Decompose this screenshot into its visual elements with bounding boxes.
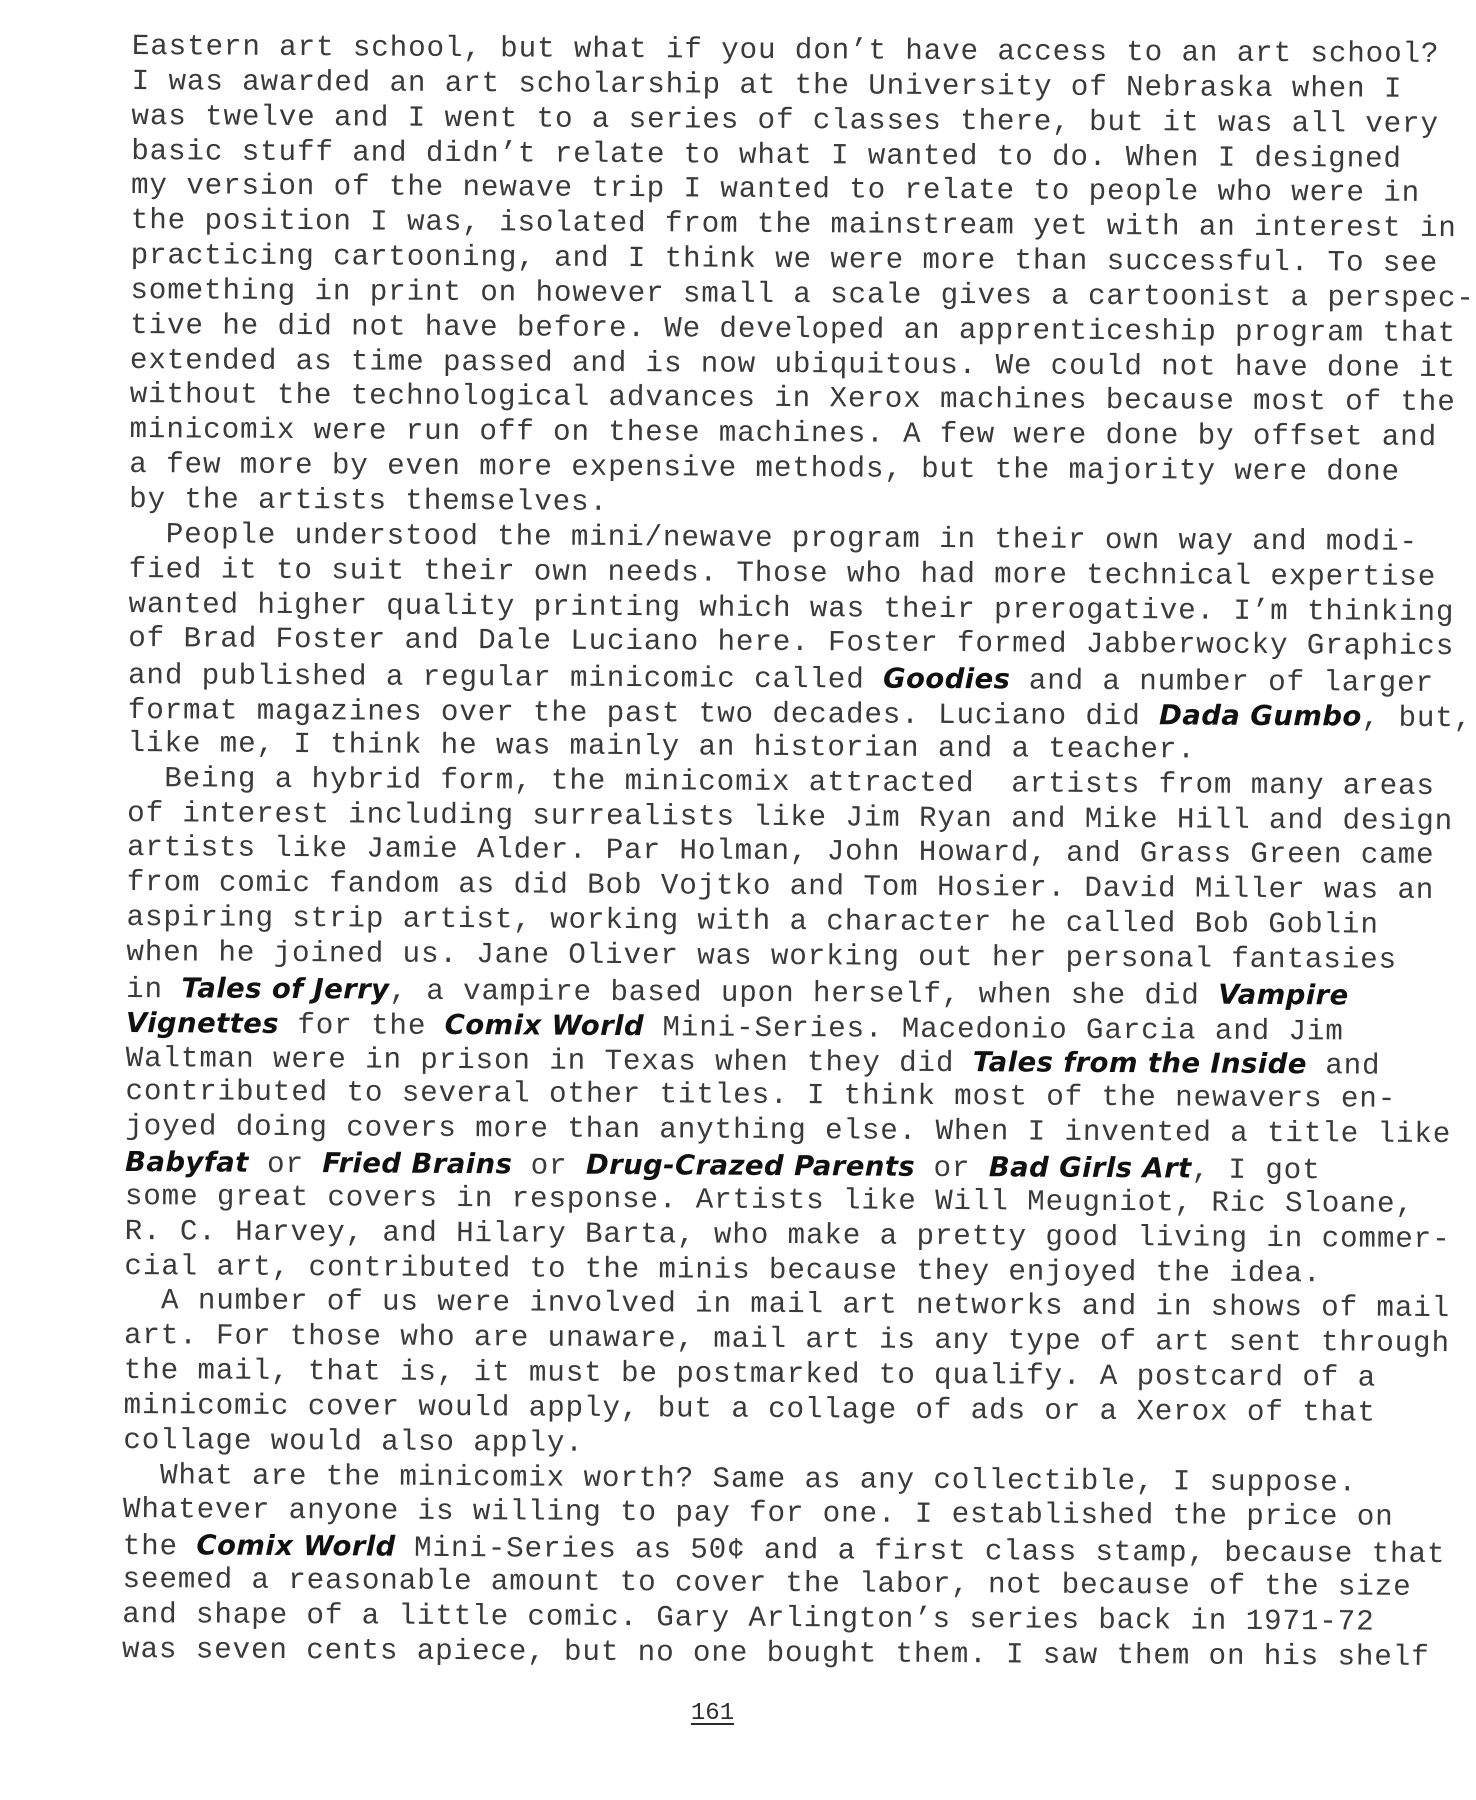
page-number-value: 161	[690, 1700, 735, 1727]
text-run: minicomic cover would apply, but a collage of ads or a Xerox of that	[123, 1388, 1376, 1430]
text-run: R. C. Harvey, and Hilary Barta, who make a pretty good living in commer-	[124, 1214, 1451, 1256]
title-reference: Dada Gumbo	[1159, 699, 1362, 733]
text-run: or	[248, 1147, 323, 1182]
text-run: tive he did not have before. We developed an apprenticeship program that	[130, 308, 1457, 350]
text-run: practicing cartooning, and I think we were more than successful. To see	[130, 239, 1439, 281]
text-run: , but,	[1361, 701, 1473, 736]
text-run: was seven cents apiece, but no one bought them. I saw them on his shelf	[122, 1632, 1430, 1674]
text-run: Mini-Series. Macedonio Garcia and Jim	[643, 1010, 1344, 1049]
title-reference: Tales of Jerry	[181, 972, 390, 1006]
text-run: and shape of a little comic. Gary Arlington’s series back in 1971-72	[122, 1597, 1375, 1639]
title-reference: Vignettes	[125, 1006, 280, 1040]
text-run: without the technological advances in Xerox machines because most of the	[129, 378, 1456, 420]
text-run: or	[512, 1149, 587, 1183]
text-run: when he joined us. Jane Oliver was working out her personal fantasies	[126, 935, 1398, 977]
title-reference: Comix World	[196, 1529, 396, 1563]
text-run: from comic fandom as did Bob Vojtko and Tom Hosier. David Miller was an	[126, 866, 1435, 908]
text-run: something in print on however small a scale gives a cartoonist a perspec-	[130, 273, 1475, 316]
text-run: the mail, that is, it must be postmarked to qualify. A postcard of a	[123, 1354, 1377, 1395]
text-run: extended as time passed and is now ubiquitous. We could not have done it	[129, 343, 1456, 385]
text-run: Mini-Series as 50¢ and a first class stamp, because that	[395, 1531, 1446, 1572]
text-run: A number of us were involved in mail art networks and in shows of mail	[124, 1284, 1451, 1326]
text-run: for the	[278, 1008, 445, 1043]
text-run: like me, I think he was mainly an historian and a teacher.	[127, 726, 1196, 767]
text-run: some great covers in response. Artists like Will Meugniot, Ric Sloane,	[124, 1179, 1415, 1221]
title-reference: Babyfat	[124, 1145, 249, 1179]
text-run: the position I was, isolated from the mainstream yet with an interest in	[130, 204, 1457, 246]
text-run: art. For those who are unaware, mail art is any type of art sent through	[123, 1319, 1451, 1361]
text-run: by the artists themselves.	[129, 482, 609, 519]
text-run: and	[1306, 1049, 1381, 1084]
text-run: contributed to several other titles. I think most of the newavers en-	[125, 1075, 1397, 1117]
title-reference: Vampire	[1218, 978, 1349, 1012]
text-run: of Brad Foster and Dale Luciano here. Foster formed Jabberwocky Graphics	[128, 622, 1455, 664]
text-run: What are the minicomix worth? Same as any collectible, I suppose.	[123, 1458, 1358, 1500]
text-run: basic stuff and didn’t relate to what I wanted to do. When I designed	[131, 134, 1403, 176]
text-run: and published a regular minicomic called	[127, 659, 884, 697]
text-run: cial art, contributed to the minis because they enjoyed the idea.	[124, 1249, 1322, 1290]
text-run: my version of the newave trip I wanted to relate to people who were in	[130, 169, 1421, 211]
text-run: in	[126, 972, 182, 1007]
text-run: , a vampire based upon herself, when she did	[389, 974, 1219, 1013]
text-run: wanted higher quality printing which was their prerogative. I’m thinking	[128, 587, 1455, 629]
title-reference: Drug-Crazed Parents	[585, 1148, 916, 1183]
text-run: Eastern art school, but what if you don’t have access to an art school?	[131, 30, 1440, 71]
text-run: the	[122, 1530, 197, 1564]
text-run: of interest including surrealists like Jim Ryan and Mike Hill and design	[127, 796, 1454, 838]
text-run: was twelve and I went to a series of classes there, but it was all very	[131, 99, 1440, 141]
title-reference: Comix World	[444, 1008, 645, 1042]
text-run: collage would also apply.	[123, 1423, 584, 1460]
text-run: seemed a reasonable amount to cover the labor, not because of the size	[122, 1563, 1412, 1604]
page-number	[0, 1700, 1425, 1727]
title-reference: Goodies	[882, 662, 1011, 696]
text-run: and a number of larger	[1010, 664, 1435, 701]
text-run: joyed doing covers more than anything else. When I invented a title like	[125, 1110, 1452, 1152]
text-run: Being a hybrid form, the minicomix attracted artists from many areas	[127, 761, 1436, 803]
text-run: People understood the mini/newave program in their own way and modi-	[128, 517, 1419, 559]
text-run: minicomix were run off on these machines. A few were done by offset and	[129, 413, 1438, 455]
title-reference: Fried Brains	[322, 1147, 513, 1181]
title-reference: Bad Girls Art	[988, 1151, 1192, 1185]
body-text	[122, 30, 1475, 1675]
text-line	[122, 1632, 1430, 1675]
text-run: I was awarded an art scholarship at the University of Nebraska when I	[131, 64, 1403, 106]
text-run: format magazines over the past two decades. Luciano did	[127, 694, 1160, 734]
text-run: a few more by even more expensive methods, but the majority were done	[129, 448, 1401, 489]
text-run: Waltman were in prison in Texas when they did	[125, 1042, 973, 1081]
text-run: fied it to suit their own needs. Those who had more technical expertise	[128, 552, 1437, 594]
title-reference: Tales from the Inside	[972, 1046, 1307, 1081]
text-run: Whatever anyone is willing to pay for one. I established the price on	[122, 1493, 1394, 1535]
text-run: aspiring strip artist, working with a character he called Bob Goblin	[126, 901, 1379, 942]
text-run: or	[914, 1151, 989, 1186]
text-run: artists like Jamie Alder. Par Holman, John Howard, and Grass Green came	[126, 831, 1435, 873]
text-run: , I got	[1191, 1153, 1321, 1188]
